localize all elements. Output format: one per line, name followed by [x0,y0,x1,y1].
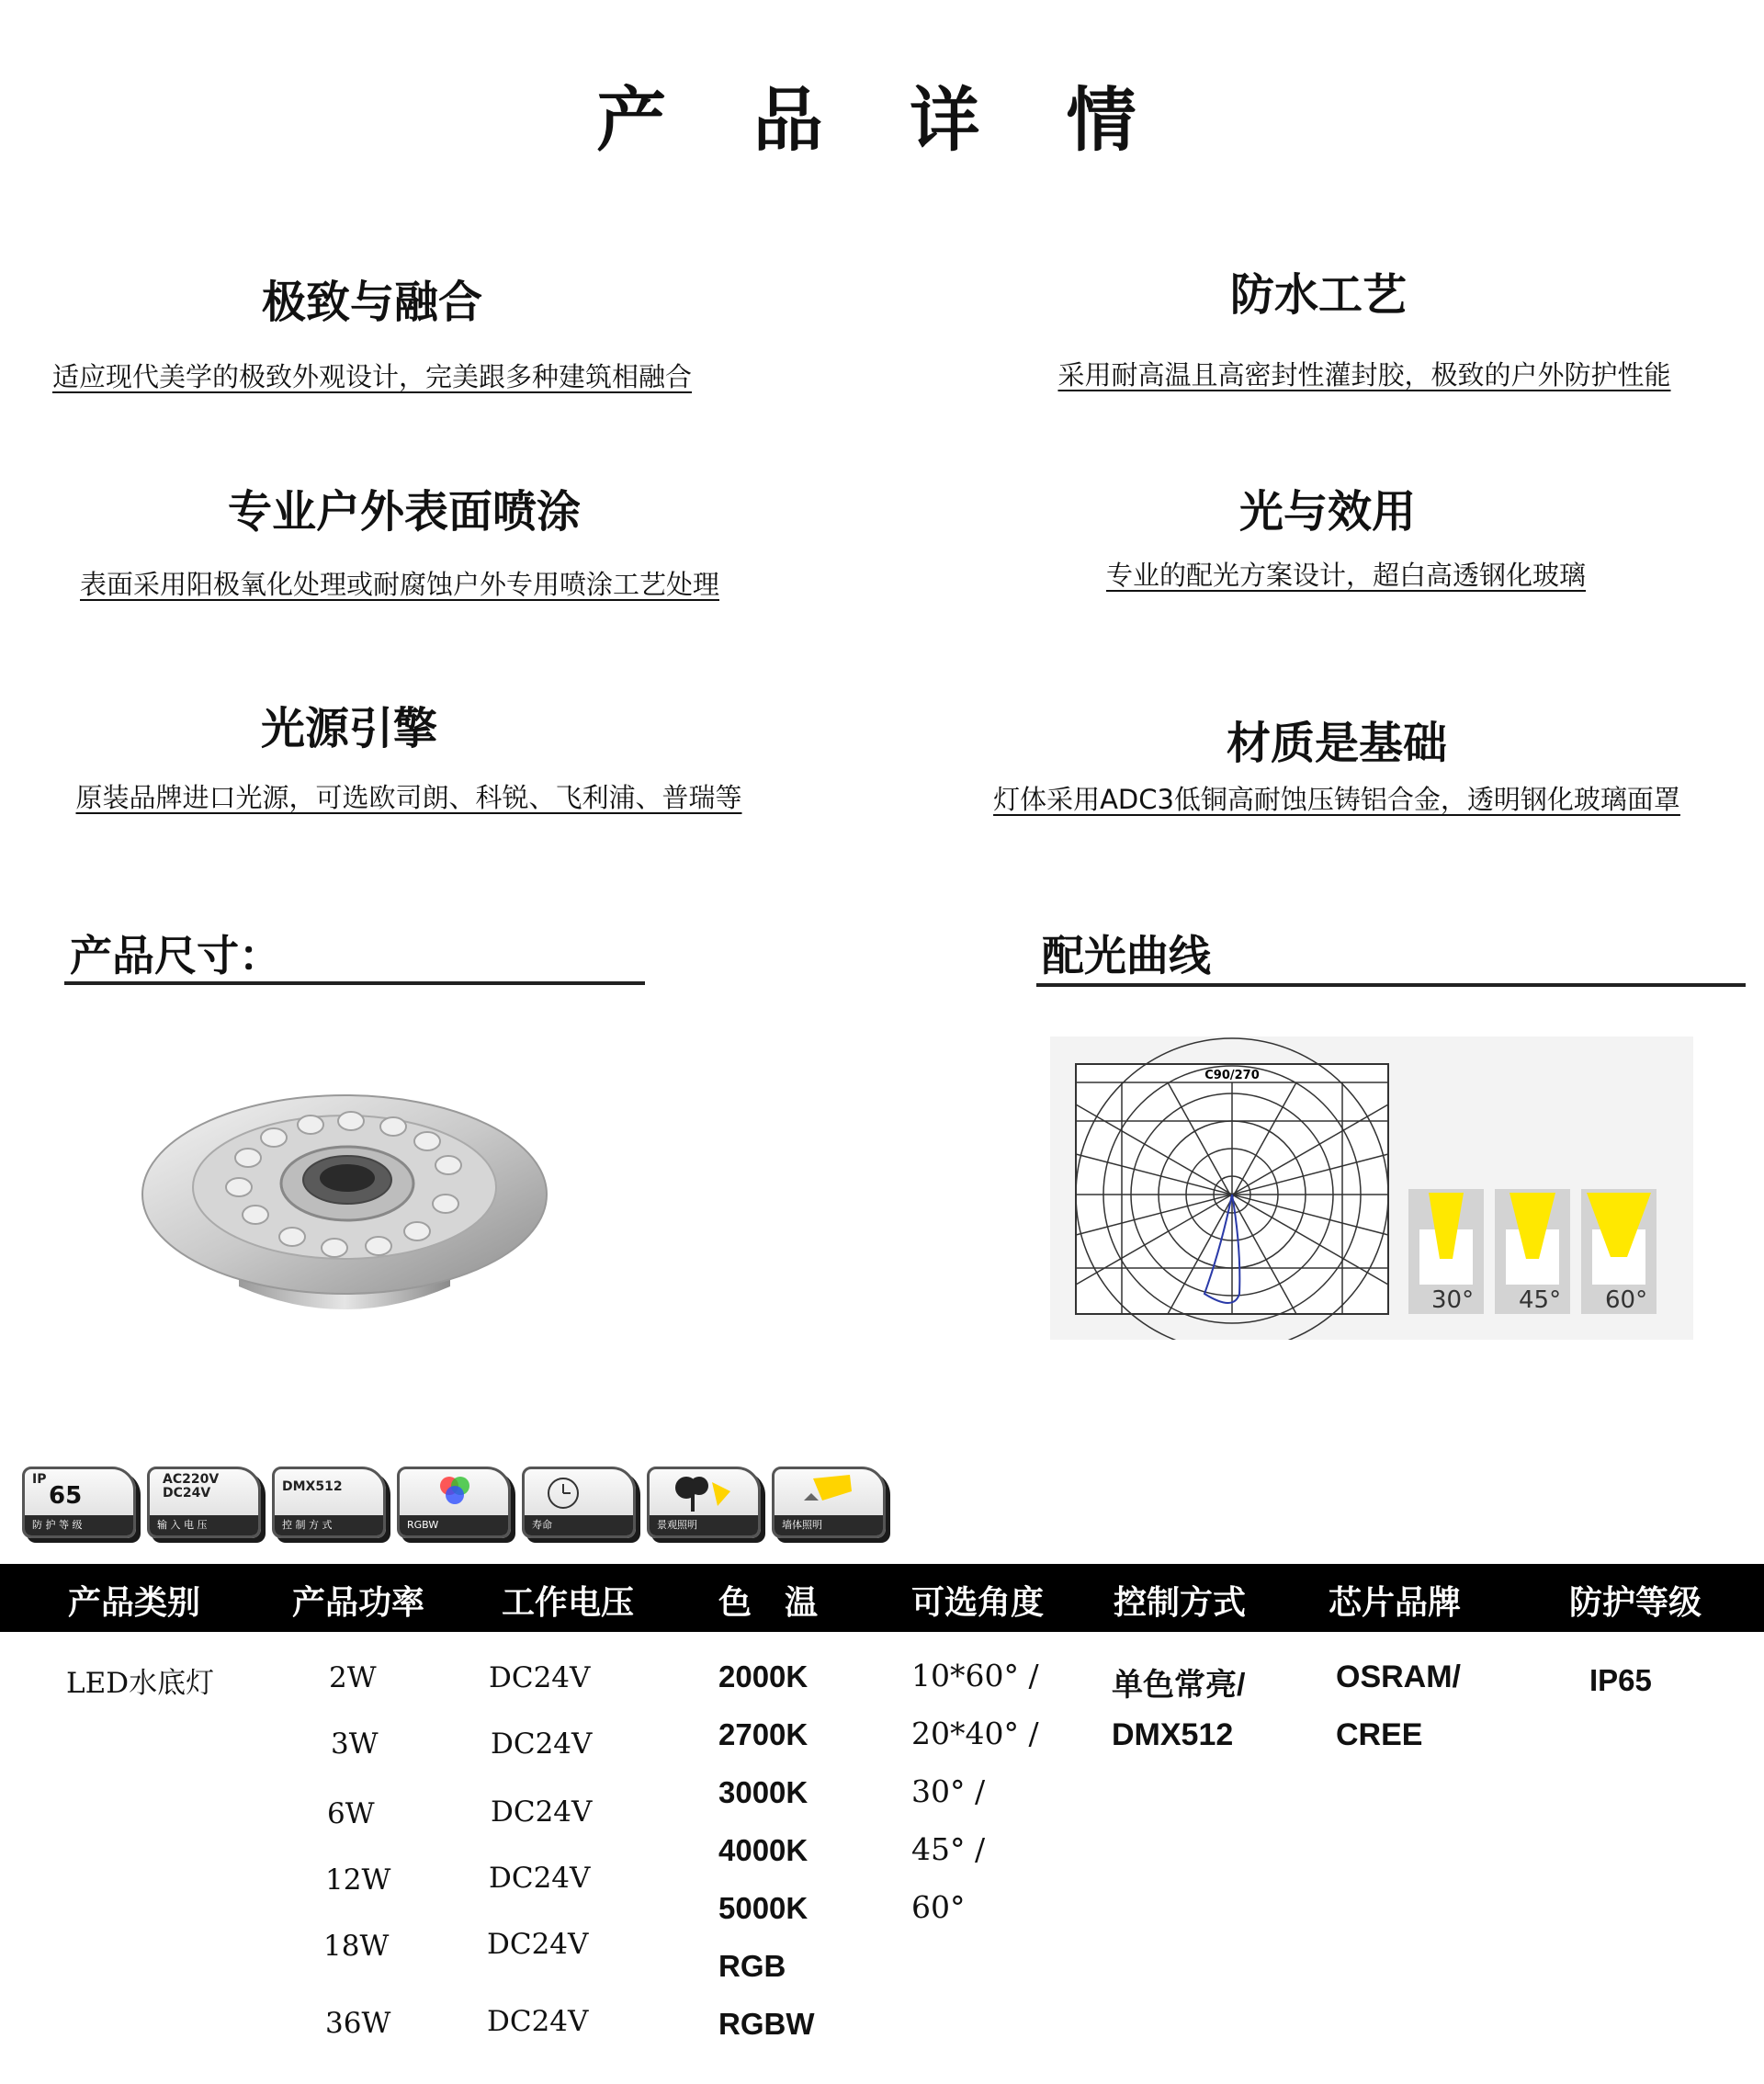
product-image [138,1066,551,1323]
beam-angle-60: 60° [1605,1286,1648,1314]
power-cell: 18W [323,1930,390,1963]
section-curve-divider [1036,983,1746,987]
color-temp-cell: 2000K [718,1659,808,1693]
rgbw-badge-icon: RGBW [397,1467,511,1538]
color-temp-cell: RGB [718,1949,786,1983]
header-chip: 芯片品牌 [1329,1584,1462,1622]
dmx512-badge-icon: DMX512 控 制 方 式 [272,1467,386,1538]
wall-lighting-badge-icon: 墙体照明 [772,1467,886,1538]
feature-desc-1: 适应现代美学的极致外观设计，完美跟多种建筑相融合 [51,361,692,392]
color-temp-cell: RGBW [718,2007,815,2041]
voltage-cell: DC24V [487,1928,589,1961]
header-angle: 可选角度 [911,1584,1045,1622]
feature-desc-6: 灯体采用ADC3低铜高耐蚀压铸铝合金，透明钢化玻璃面罩 [993,784,1680,815]
control-cell: 单色常亮/ [1112,1668,1246,1703]
section-size-divider [64,981,645,985]
spec-table-header [0,1564,1764,1632]
header-power: 产品功率 [292,1584,425,1622]
feature-title-1: 极致与融合 [261,277,482,328]
chip-cell: OSRAM/ [1336,1659,1461,1694]
color-temp-cell: 2700K [718,1717,808,1751]
angle-cell: 10*60° / [911,1658,1039,1693]
lifespan-clock-badge-icon: 寿命 [522,1467,636,1538]
color-temp-cell: 4000K [718,1833,808,1867]
photometric-chart [1050,1036,1693,1340]
header-protection: 防护等级 [1569,1584,1702,1622]
voltage-cell: DC24V [489,1661,591,1694]
category-cell: LED水底灯 [66,1667,215,1700]
feature-title-6: 材质是基础 [1226,718,1447,769]
landscape-lighting-badge-icon: 景观照明 [647,1467,761,1538]
section-curve-heading: 配光曲线 [1042,931,1211,980]
header-category: 产品类别 [68,1584,201,1622]
feature-title-5: 光源引擎 [260,703,437,754]
voltage-badge-icon: AC220V DC24V 输 入 电 压 [147,1467,261,1538]
protection-cell: IP65 [1589,1663,1652,1697]
feature-desc-2: 采用耐高温且高密封性灌封胶，极致的户外防护性能 [1057,359,1671,391]
voltage-cell: DC24V [491,1795,593,1829]
beam-angle-45: 45° [1519,1286,1562,1314]
power-cell: 12W [325,1863,391,1897]
voltage-cell: DC24V [487,2005,589,2038]
header-voltage: 工作电压 [502,1584,635,1622]
angle-cell: 30° / [911,1773,986,1809]
power-cell: 2W [329,1661,377,1694]
power-cell: 6W [327,1797,375,1830]
voltage-cell: DC24V [491,1727,593,1761]
feature-desc-3: 表面采用阳极氧化处理或耐腐蚀户外专用喷涂工艺处理 [79,569,719,600]
header-control: 控制方式 [1114,1584,1247,1622]
chip-cell: CREE [1336,1717,1423,1752]
angle-cell: 20*40° / [911,1716,1039,1751]
control-cell: DMX512 [1112,1717,1234,1752]
page-title: 产 品 详 情 [596,79,1168,161]
feature-title-3: 专业户外表面喷涂 [227,486,581,538]
color-temp-cell: 5000K [718,1891,808,1925]
power-cell: 36W [325,2007,391,2040]
angle-cell: 60° [911,1889,966,1925]
section-size-heading: 产品尺寸： [70,931,281,980]
chart-title: C90/270 [1204,1069,1260,1082]
feature-desc-5: 原装品牌进口光源，可选欧司朗、科锐、飞利浦、普瑞等 [75,782,742,813]
feature-title-4: 光与效用 [1238,486,1416,538]
ip65-badge-icon: IP 65 防 护 等 级 [22,1467,136,1538]
feature-desc-4: 专业的配光方案设计，超白高透钢化玻璃 [1105,560,1586,591]
power-cell: 3W [331,1727,379,1761]
header-color-temp: 色 温 [718,1584,819,1622]
feature-title-2: 防水工艺 [1229,269,1407,321]
color-temp-cell: 3000K [718,1775,808,1809]
angle-cell: 45° / [911,1831,986,1867]
voltage-cell: DC24V [489,1862,591,1895]
beam-angle-30: 30° [1431,1286,1475,1314]
